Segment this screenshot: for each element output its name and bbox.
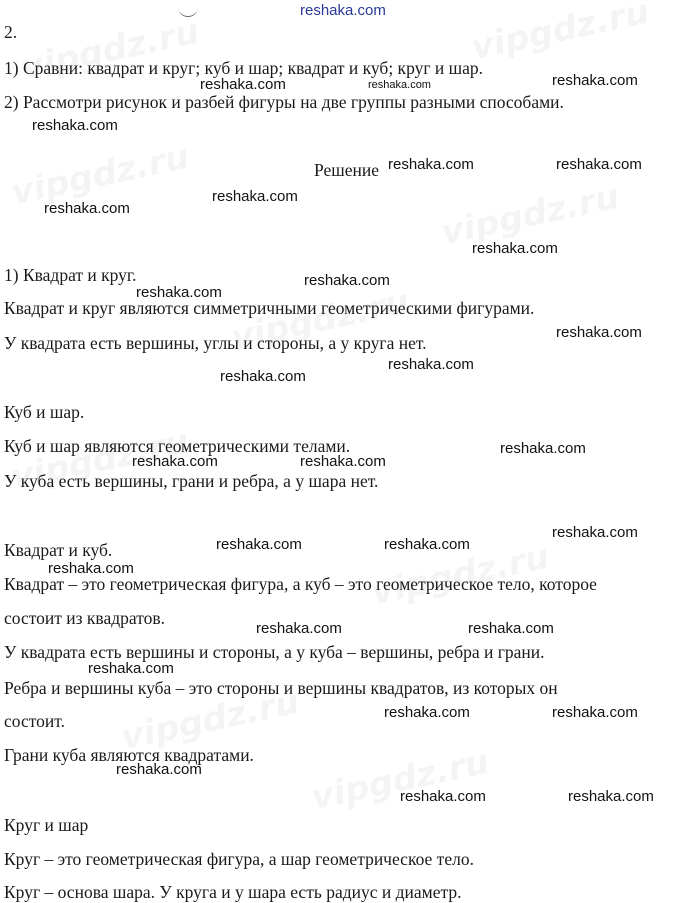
overlay-watermark: reshaka.com	[552, 524, 638, 541]
task-line-1: 1) Сравни: квадрат и круг; куб и шар; квадрат и куб; круг и шар.	[4, 58, 483, 78]
overlay-watermark: reshaka.com	[44, 200, 130, 217]
site-link[interactable]: reshaka.com	[300, 2, 386, 19]
overlay-watermark: reshaka.com	[212, 188, 298, 205]
background-watermark	[468, 0, 653, 68]
overlay-watermark: reshaka.com	[132, 453, 218, 470]
task-line-2: 2) Рассмотри рисунок и разбей фигуры на две группы разными способами.	[4, 92, 564, 112]
overlay-watermark: reshaka.com	[400, 788, 486, 805]
overlay-watermark: reshaka.com	[384, 704, 470, 721]
overlay-watermark: reshaka.com	[116, 761, 202, 778]
solution-heading: Решение	[314, 160, 380, 180]
task-number: 2.	[4, 22, 18, 42]
overlay-watermark: reshaka.com	[88, 660, 174, 677]
overlay-watermark: reshaka.com	[304, 272, 390, 289]
overlay-watermark: reshaka.com	[388, 156, 474, 173]
section-heading-2: Куб и шар.	[4, 402, 85, 422]
section-heading-4: Круг и шар	[4, 815, 89, 835]
paragraph-4: У куба есть вершины, грани и ребра, а у шара нет.	[4, 471, 379, 491]
background-watermark	[308, 742, 493, 819]
paragraph-11: Круг – это геометрическая фигура, а шар геометрическое тело.	[4, 849, 474, 869]
overlay-watermark: reshaka.com	[388, 356, 474, 373]
overlay-watermark: reshaka.com	[368, 79, 431, 91]
overlay-watermark: reshaka.com	[216, 536, 302, 553]
paragraph-1: Квадрат и круг являются симметричными геометрическими фигурами.	[4, 298, 535, 318]
overlay-watermark: reshaka.com	[500, 440, 586, 457]
overlay-watermark: reshaka.com	[384, 536, 470, 553]
overlay-watermark: reshaka.com	[468, 620, 554, 637]
paragraph-5: Квадрат – это геометрическая фигура, а куб – это геометрическое тело, которое	[4, 574, 597, 594]
overlay-watermark: reshaka.com	[472, 240, 558, 257]
overlay-watermark: reshaka.com	[568, 788, 654, 805]
paragraph-2: У квадрата есть вершины, углы и стороны, а у круга нет.	[4, 333, 427, 353]
overlay-watermark: reshaka.com	[220, 368, 306, 385]
paragraph-9: состоит.	[4, 711, 65, 731]
paragraph-3: Куб и шар являются геометрическими телами.	[4, 436, 351, 456]
paragraph-6: состоит из квадратов.	[4, 608, 166, 628]
overlay-watermark: reshaka.com	[556, 324, 642, 341]
overlay-watermark: reshaka.com	[48, 560, 134, 577]
paragraph-10: Грани куба являются квадратами.	[4, 745, 254, 765]
overlay-watermark: reshaka.com	[256, 620, 342, 637]
overlay-watermark: reshaka.com	[556, 156, 642, 173]
overlay-watermark: reshaka.com	[552, 704, 638, 721]
overlay-watermark: reshaka.com	[200, 76, 286, 93]
overlay-watermark: reshaka.com	[552, 72, 638, 89]
overlay-watermark: reshaka.com	[32, 117, 118, 134]
section-heading-3: Квадрат и куб.	[4, 540, 113, 560]
decorative-arc	[178, 6, 198, 17]
overlay-watermark: reshaka.com	[136, 284, 222, 301]
paragraph-12: Круг – основа шара. У круга и у шара есть радиус и диаметр.	[4, 882, 462, 902]
overlay-watermark: reshaka.com	[300, 453, 386, 470]
section-heading-1: 1) Квадрат и круг.	[4, 265, 137, 285]
paragraph-8: Ребра и вершины куба – это стороны и вершины квадратов, из которых он	[4, 678, 558, 698]
paragraph-7: У квадрата есть вершины и стороны, а у куба – вершины, ребра и грани.	[4, 642, 545, 662]
